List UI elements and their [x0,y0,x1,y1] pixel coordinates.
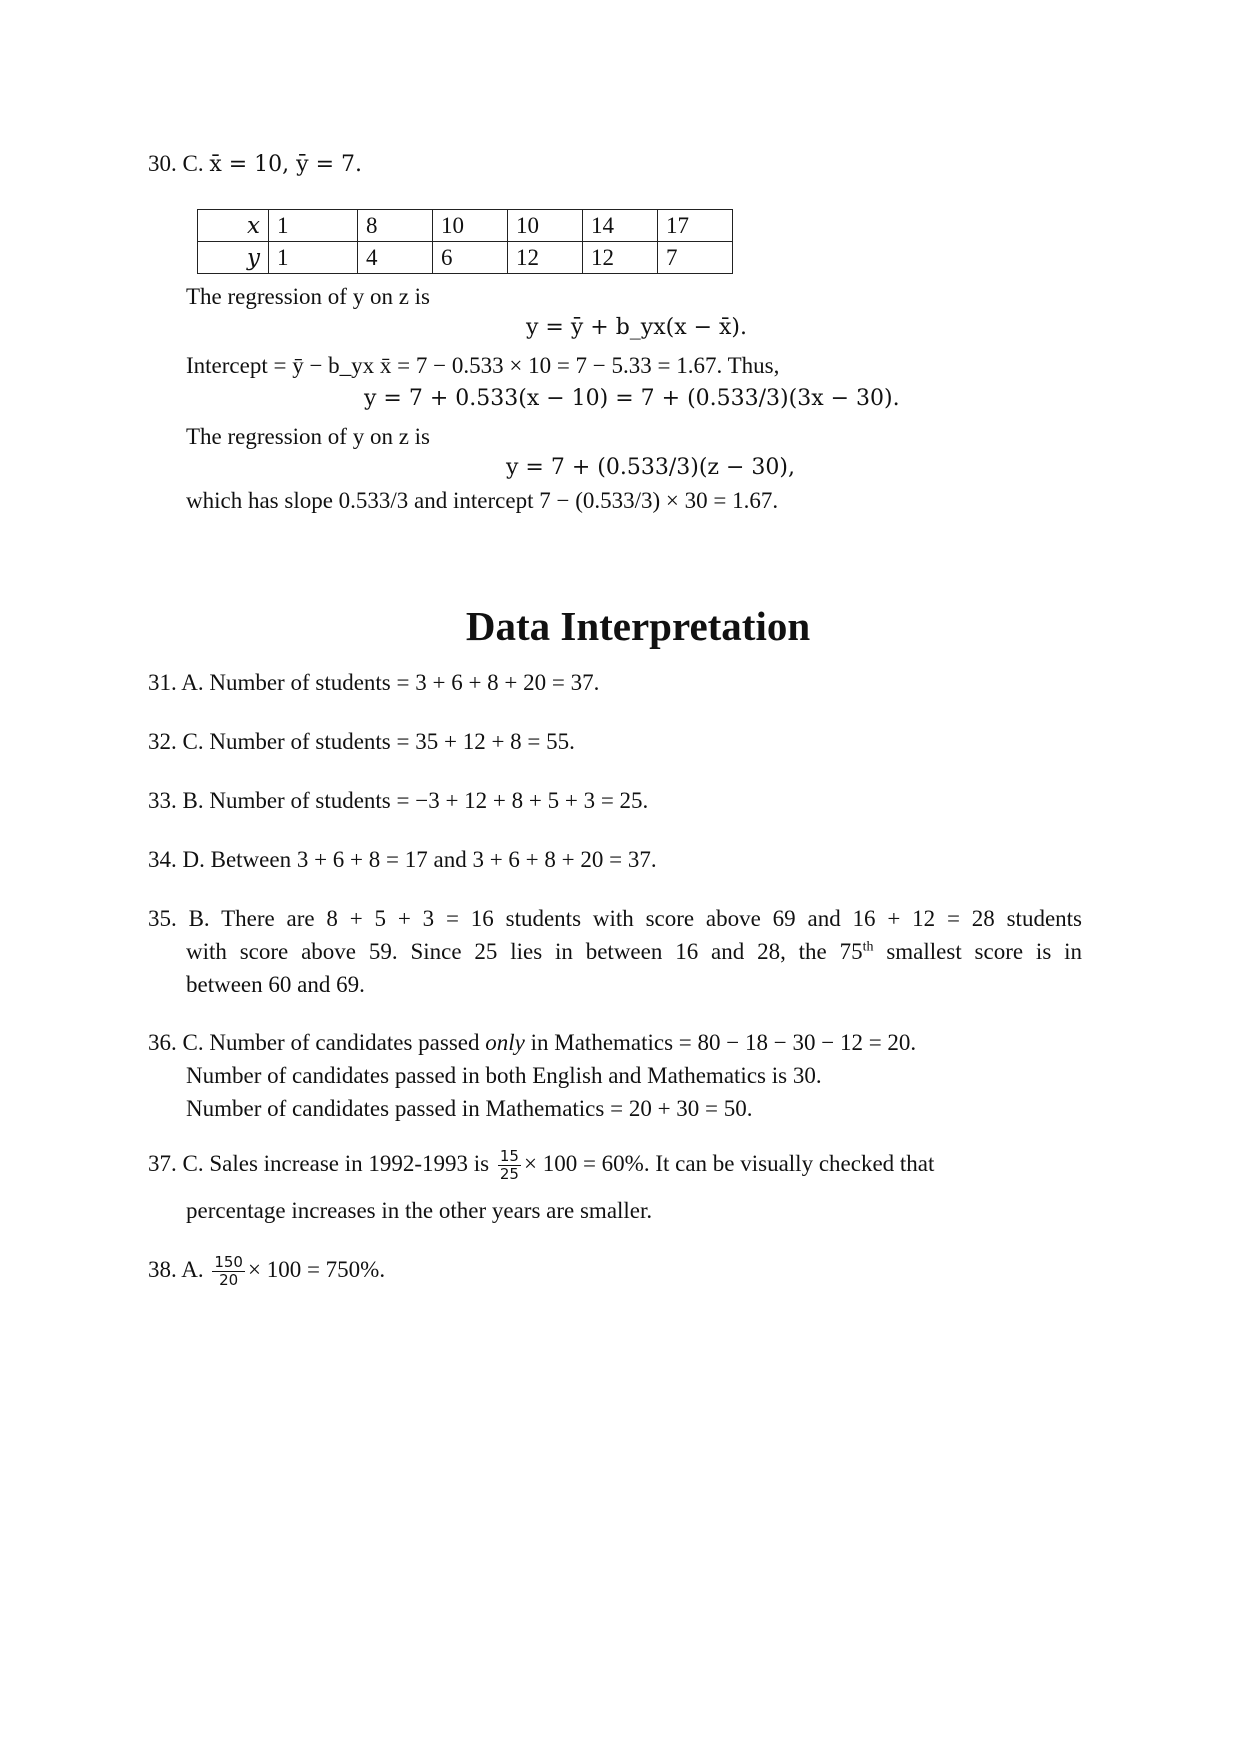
fraction-numerator: 15 [499,1147,519,1165]
xy-data-table [197,209,733,274]
table-cell: 14 [583,210,658,242]
answer-37-line-1 [148,1148,934,1184]
table-cell: 1 [269,242,358,274]
fraction [212,1254,245,1290]
answer-35-line-3: between 60 and 69. [186,972,365,997]
answer-37-text: 37. C. Sales increase in 1992-1993 is [148,1151,495,1177]
fraction-numerator: 150 [214,1253,243,1271]
q30-slope-intercept: which has slope 0.533/3 and intercept 7 − (0.533/3) × 30 = 1.67. [186,488,779,513]
ordinal-suffix: th [862,939,874,955]
q30-intercept-line: Intercept = ȳ − b_yx x̄ = 7 − 0.533 × 10 = 7 − 5.33 = 1.67. Thus, [186,353,780,378]
answer-31: 31. A. Number of students = 3 + 6 + 8 + 20 = 37. [148,670,600,695]
table-cell: 10 [433,210,508,242]
answer-38-text-end: × 100 = 750%. [247,1257,386,1283]
q30-heading [148,150,362,178]
q30-equation-3: y = 7 + (0.533/3)(z − 30), [506,455,795,480]
answer-35-text-end: smallest score is in [873,939,1082,964]
answer-38 [148,1254,385,1290]
answer-36-line-2: Number of candidates passed in both English and Mathematics is 30. [186,1063,822,1088]
q30-regression-text-2: The regression of y on z is [186,424,430,449]
table-cell: 7 [658,242,733,274]
table-cell: 8 [358,210,433,242]
table-cell: 12 [583,242,658,274]
table-cell: 12 [508,242,583,274]
answer-37-text-end: × 100 = 60%. It can be visually checked that [523,1151,935,1177]
table-cell: 1 [269,210,358,242]
answer-36-text: 36. C. Number of candidates passed [148,1030,486,1055]
q30-means: x̄ = 10, ȳ = 7. [209,152,362,177]
answer-36-line-1 [148,1029,916,1057]
answer-32: 32. C. Number of students = 35 + 12 + 8 = 55. [148,729,575,754]
answer-35-text: with score above 59. Since 25 lies in between 16 and 28, the 75 [186,939,863,964]
answer-38-text: 38. A. [148,1257,210,1283]
table-row-x [198,210,733,242]
answer-36-line-3: Number of candidates passed in Mathematics = 20 + 30 = 50. [186,1096,753,1121]
fraction [498,1148,521,1184]
table-cell: 6 [433,242,508,274]
table-header-y: y [198,242,269,274]
fraction-denominator: 20 [219,1271,239,1290]
answer-34: 34. D. Between 3 + 6 + 8 = 17 and 3 + 6 + 8 + 20 = 37. [148,847,657,872]
table-cell: 10 [508,210,583,242]
q30-regression-text-1: The regression of y on z is [186,284,430,309]
answer-33: 33. B. Number of students = −3 + 12 + 8 + 5 + 3 = 25. [148,788,649,813]
answer-35-line-1: 35. B. There are 8 + 5 + 3 = 16 students with score above 69 and 16 + 12 = 28 students [148,906,1082,931]
table-cell: 4 [358,242,433,274]
emphasis-only: only [485,1030,525,1055]
answer-36-text-end: in Mathematics = 80 − 18 − 30 − 12 = 20. [524,1030,917,1055]
q30-label: 30. C. [148,151,204,176]
q30-equation-1: y = ȳ + b_yx(x − x̄). [526,315,748,340]
table-row-y [198,242,733,274]
q30-equation-2: y = 7 + 0.533(x − 10) = 7 + (0.533/3)(3x − 30). [364,386,900,411]
table-header-x: x [198,210,269,242]
answer-35-line-2 [186,938,1082,966]
answer-37-line-2: percentage increases in the other years are smaller. [186,1198,653,1223]
fraction-denominator: 25 [499,1165,519,1184]
table-cell: 17 [658,210,733,242]
section-title: Data Interpretation [465,603,811,649]
